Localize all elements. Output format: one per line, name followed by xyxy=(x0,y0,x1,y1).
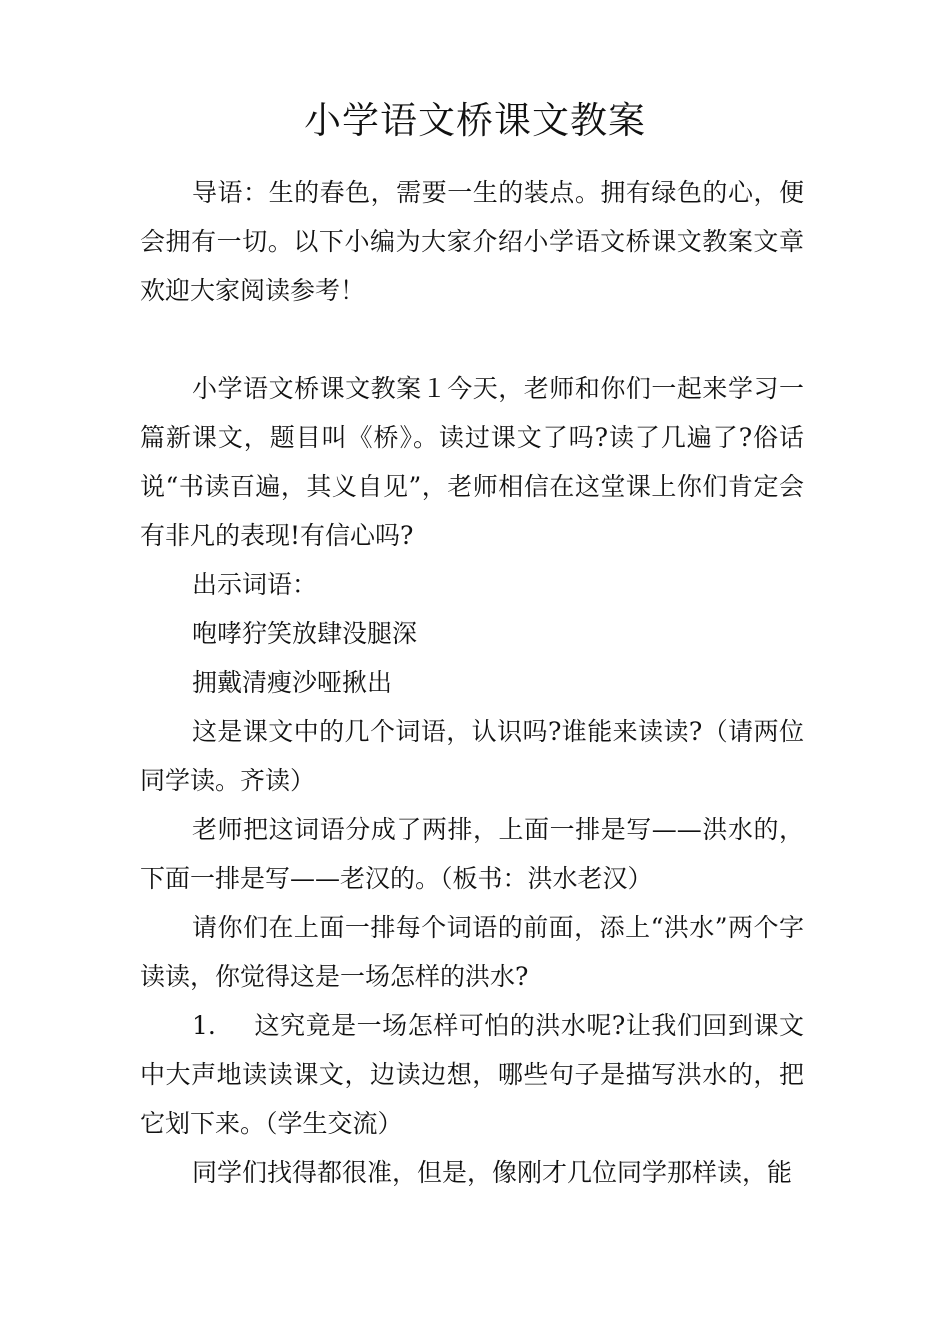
word-list-line: 拥戴清瘦沙哑揪出 xyxy=(192,668,393,697)
item-text: 这究竟是一场怎样可怕的洪水呢?让我们回到课文中大声地读读课文，边读边想，哪些句子是描写洪水的，把它划下来。（学生交流） xyxy=(140,1011,804,1138)
numbered-item xyxy=(140,1001,804,1148)
body-paragraph: 小学语文桥课文教案１今天，老师和你们一起来学习一篇新课文，题目叫《桥》。读过课文了吗?读了几遍了?俗话说“书读百遍，其义自见”，老师相信在这堂课上你们肯定会有非凡的表现!有信心吗? xyxy=(140,374,804,550)
item-number: 1. xyxy=(192,1011,216,1040)
document-title: 小学语文桥课文教案 xyxy=(304,99,646,142)
body-paragraph: 老师把这词语分成了两排，上面一排是写——洪水的，下面一排是写——老汉的。（板书：洪水老汉） xyxy=(140,815,804,893)
body-paragraph: 出示词语： xyxy=(192,570,318,599)
word-list-line: 咆哮狞笑放肆没腿深 xyxy=(192,619,418,648)
body-paragraph: 请你们在上面一排每个词语的前面，添上“洪水”两个字读读，你觉得这是一场怎样的洪水? xyxy=(140,913,804,991)
body-paragraph: 同学们找得都很准，但是，像刚才几位同学那样读，能 xyxy=(192,1158,793,1187)
body-paragraph: 这是课文中的几个词语，认识吗?谁能来读读?（请两位同学读。齐读） xyxy=(140,717,804,795)
document-body xyxy=(140,168,804,1197)
intro-paragraph: 导语：生的春色，需要一生的装点。拥有绿色的心，便会拥有一切。以下小编为大家介绍小学语文桥课文教案文章欢迎大家阅读参考！ xyxy=(140,178,804,305)
